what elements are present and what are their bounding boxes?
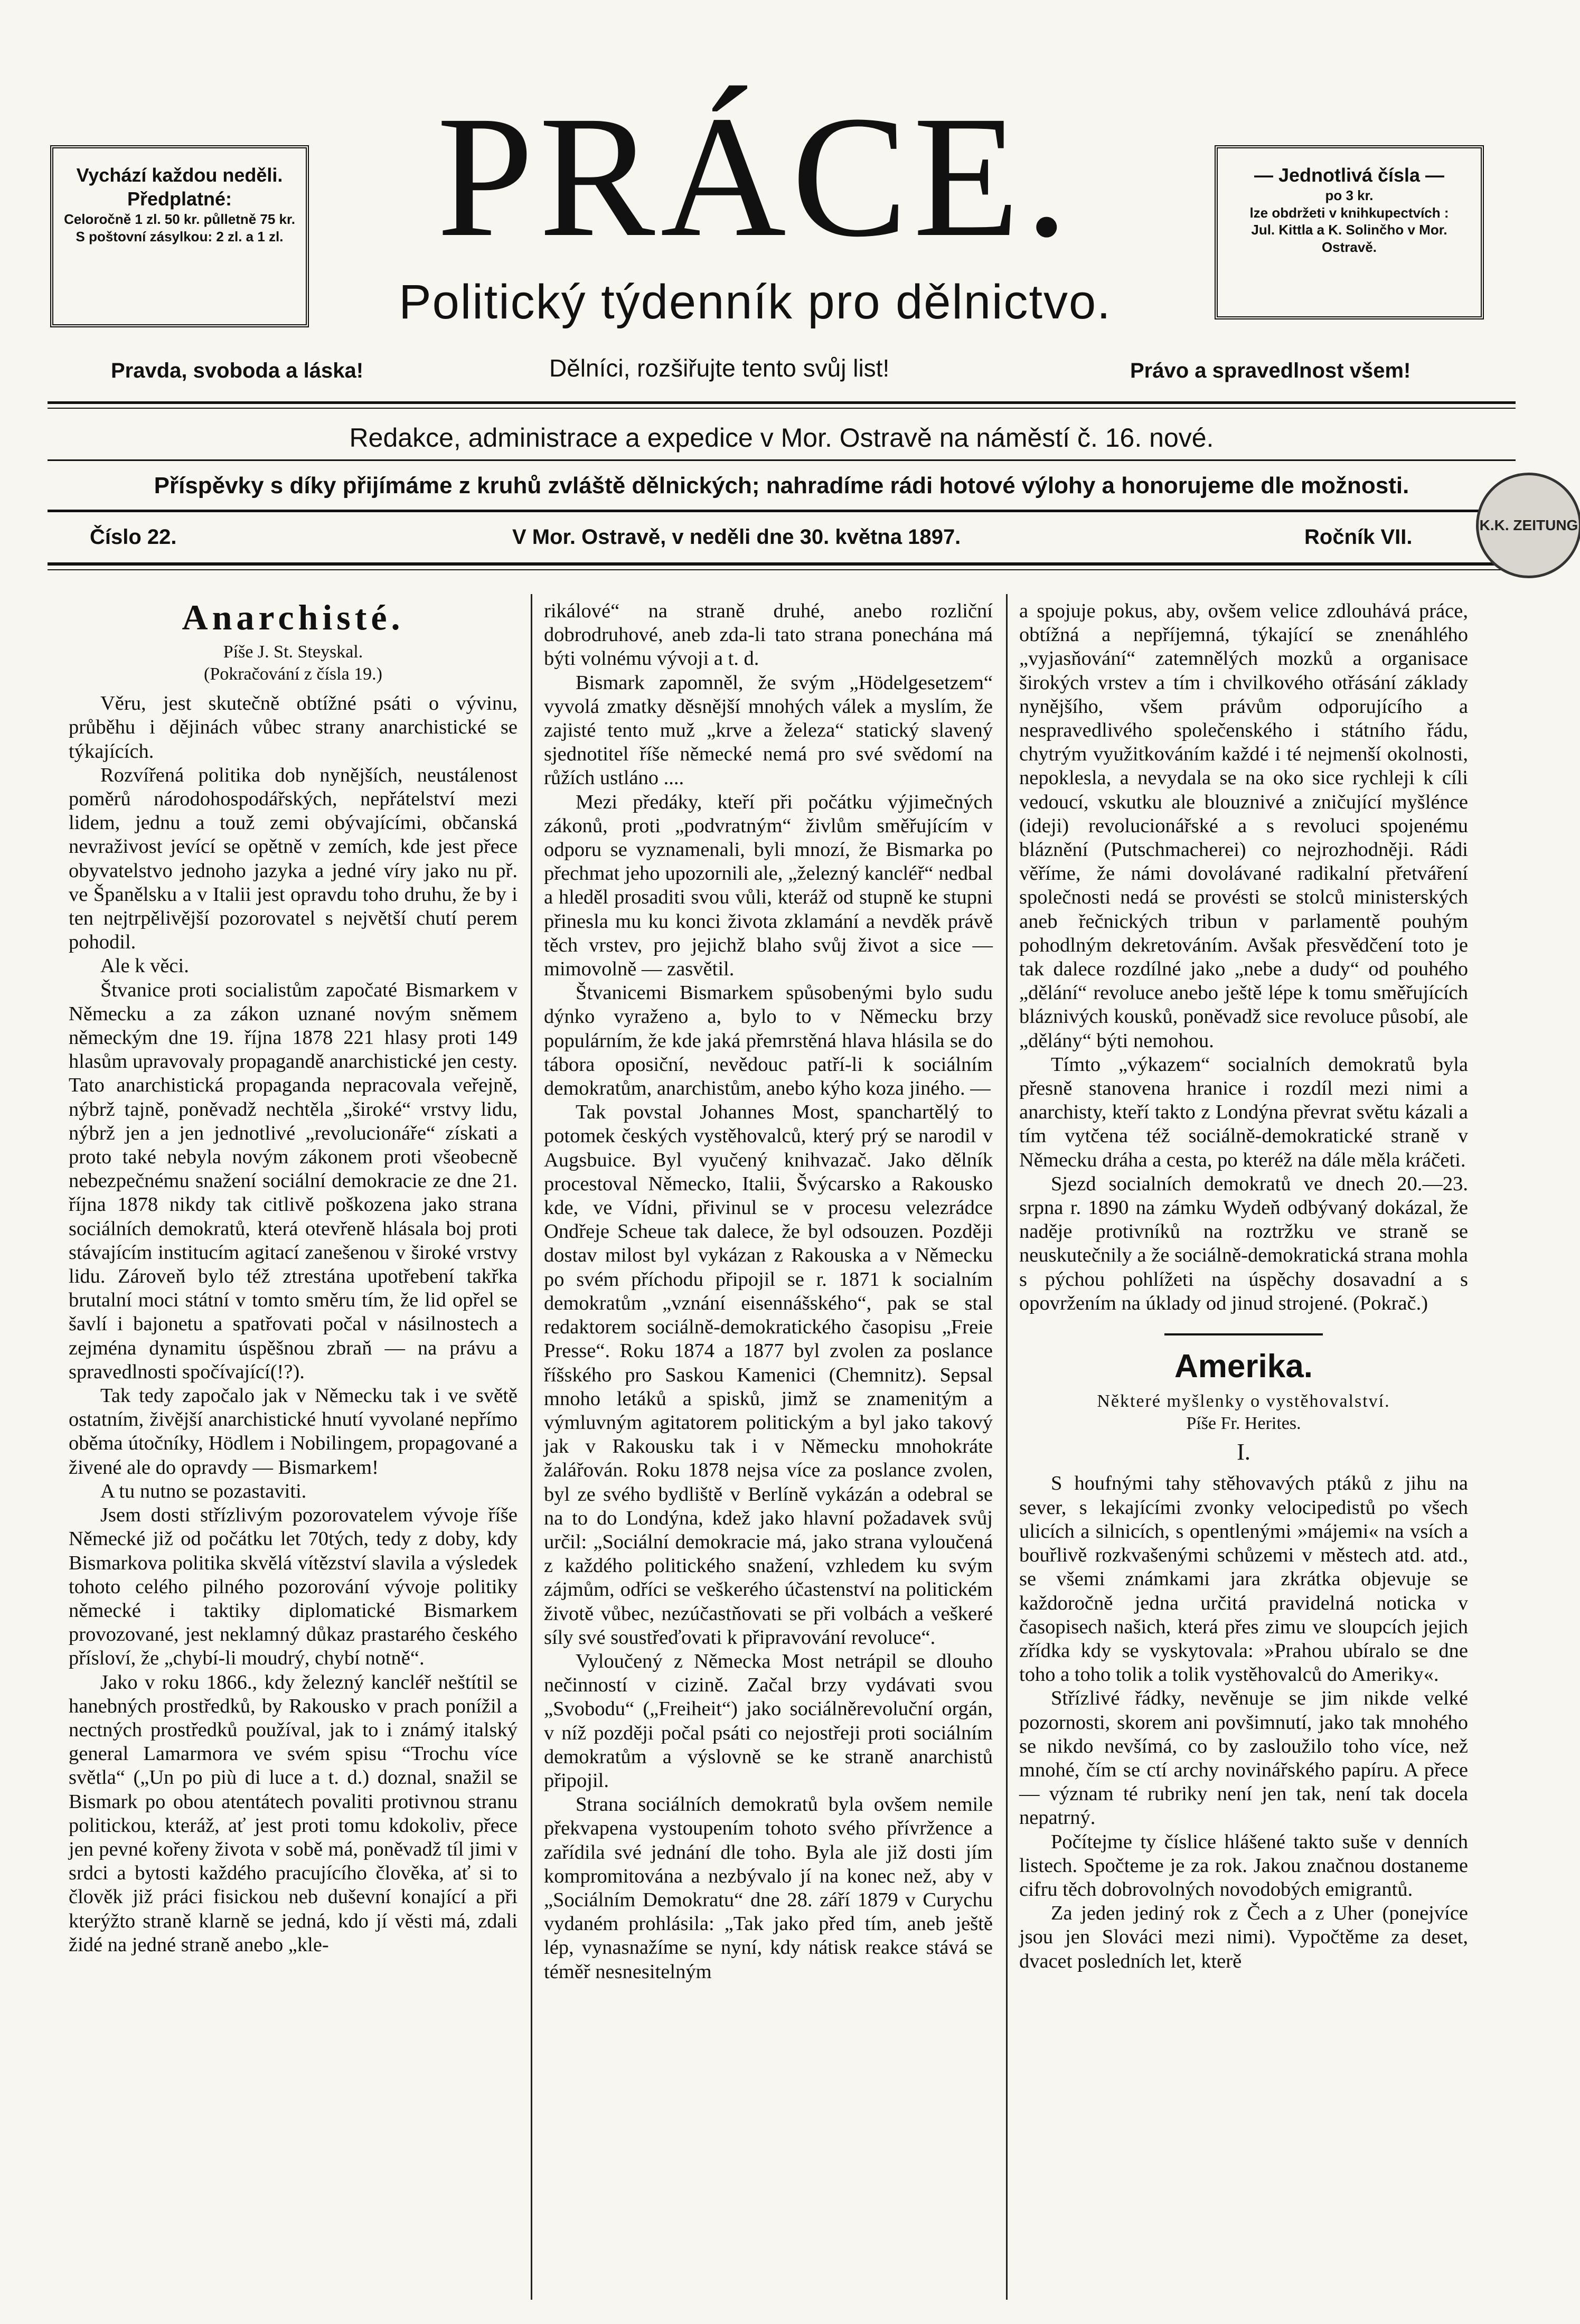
paragraph: Střízlivé řádky, nevěnuje se jim nikde velké pozornosti, skorem ani povšimnutí, jako tak mnohého se nikdo nevšímá, co by zasloužilo toho více, než mnohé, čím se ctí archy novinářského papíru. A přece — význam té rubriky není jen tak, není tak docela nepatrný. bbox=[1019, 1687, 1468, 1829]
issue-number: Číslo 22. bbox=[90, 525, 177, 549]
editorial-address: Redakce, administrace a expedice v Mor. Ostravě na náměstí č. 16. nové. bbox=[349, 423, 1214, 453]
column-divider-2 bbox=[1006, 594, 1008, 2300]
paragraph: Tak tedy započalo jak v Německu tak i ve světě ostatním, živější anarchistické hnutí vyvolané nepřímo oběma útočníky, Hödlem i Nobilingem, propagované a živené ale do opravdy — Bismarkem! bbox=[69, 1385, 518, 1479]
dateline-rule bbox=[48, 562, 1516, 566]
motto-right: Právo a spravedlnost všem! bbox=[1130, 359, 1411, 382]
article-title-anarchiste: Anarchisté. bbox=[182, 597, 405, 637]
single-copy-price: po 3 kr. bbox=[1325, 187, 1374, 203]
paragraph: Tímto „výkazem“ socialních demokratů byla přesně stanovena hranice i rozdíl mezi nimi a anarchisty, kteří takto z Londýna převrat světu kázali a tím vytčena též sociálně-demokratické straně v Německu dráha a cesta, po kteréž na dále měla kráčeti. bbox=[1019, 1053, 1468, 1171]
motto-left: Pravda, svoboda a láska! bbox=[111, 359, 364, 382]
newspaper-title: PRÁCE. bbox=[436, 80, 1074, 273]
paragraph: Štvanice proti socialistům započaté Bismarkem v Německu a za zákon uznané novým sněmem německým dne 19. října 1878 221 hlasy proti 149 hlasům upravovaly propagandě anarchistické jen cesty. Tato anarchistická propaganda nepracovala veřejně, nýbrž tajně, poněvadž nechtěla „široké“ vrstvy lidu, nýbrž jen a jen jednotlivé „revolucionáře“ získati a proto také nebyla novým zákonem proti všeobecně nebezpečnému snažení sociální demokracie ze dne 21. října 1878 nikdy tak citlivě poškozena jako strana sociálních demokratů, která otevřeně hlásala boj proti stávajícím institucím agitací zanešenou v široké vrstvy lidu. Zároveň bylo též ztrestána upotřebení takřka brutalní moci státní v tomto směru tím, že lid opřel se šavlí i bajonetu a spatřovati počal v násilnostech a zejména dynamitu úspěšnou zbraň — na právu a spravedlnosti spočívající(!?). bbox=[69, 978, 518, 1383]
paragraph: Rozvířená politika dob nynějších, neustálenost poměrů národohospodářských, nepřátelství mezi lidem, jednu a touž zemi obývajícími, občanská nevraživost jevící se opětně v zemích, kde jest přece obyvatelstvo jednoho jazyka a jedné víry jako nu př. ve Španělsku a v Italii jest opravdu toho druhu, že by i ten nejtrpělivější pozorovatel s největší chutí perem pohodil. bbox=[69, 764, 518, 954]
article-continuation: (Pokračování z čísla 19.) bbox=[204, 664, 382, 684]
subscription-label: Předplatné: bbox=[127, 188, 232, 210]
section-number: I. bbox=[1237, 1439, 1250, 1465]
paragraph: Bismark zapomněl, že svým „Hödelgesetzem“ vyvolá zmatky děsnější mnohých válek a myslím, že zajisté tento muž „krve a železa“ statický slavený sjednotitel říše německé nemá pro své svědomí na růžích ustláno .... bbox=[544, 671, 993, 789]
paragraph: Počítejme ty číslice hlášené takto suše v denních listech. Spočteme je za rok. Jakou značnou dostaneme cifru těch dobrovolných novodobých emigrantů. bbox=[1019, 1830, 1468, 1900]
paragraph: Za jeden jediný rok z Čech a z Uher (ponejvíce jsou jen Slováci mezi nimi). Vypočtěme za deset, dvacet posledních let, kterě bbox=[1019, 1902, 1468, 1972]
paragraph: Vyloučený z Německa Most netrápil se dlouho nečinností v cizině. Začal brzy vydávati svou „Svobodu“ („Freiheit“) jako sociálněrevoluční orgán, v níž později počal psáti co nejostřeji proti sociálním demokratům a výslovně se ke straně anarchistů připojil. bbox=[544, 1650, 993, 1792]
paragraph: Tak povstal Johannes Most, spanchartělý to potomek českých vystěhovalců, který prý se narodil v Augsbuice. Byl vyučený knihvazač. Jako dělník procestoval Německo, Italii, Švýcarsko a Rakousko kde, ve Vídni, přivinul se v procesu velezrádce Ondřeje Scheue tak dalece, že byl odsouzen. Později dostav milost byl vykázan z Rakouska a v Německu po svém příchodu připojil se r. 1871 k socialním demokratům „vznání eisennášského“, pak se stal redaktorem sociálně-demokratického časopisu „Freie Presse“. Roku 1874 a 1877 byl zvolen za poslance říšského pro Saskou Kamenici (Chemnitz). Sepsal mnoho letáků a spisků, jimž se znamenitým a výmluvným agitatorem politickým a byl jako takový jak v Rakousku tak i v Německu mnohokráte žalářován. Roku 1878 nejsa více za poslance zvolen, byl ze svého bydliště v Berlíně vykázán a odebral se na to do Londýna, kdež jako hlavní požadavek svůj určil: „Sociální demokracie má, jako strana vyloučená z každého politického snažení, vzhledem ku svým zájmům, odříci se veškerého účastenství na politickém životě vůbec, nezúčastňovati se při volbách a veškeré síly své soustřeďovati k připravování revoluce“. bbox=[544, 1101, 993, 1649]
issue-date: V Mor. Ostravě, v neděli dne 30. května 1897. bbox=[512, 525, 961, 549]
paragraph: Sjezd socialních demokratů ve dnech 20.—23. srpna r. 1890 na zámku Wydeň odbývaný dokázal, že naděje protivníků na roztržku ve straně se neuskutečnily a že sociálně-demokratická strana mohla s pýchou pohlížeti na úspěchy dosavadní a s opovržením na úklady od jinud strojené. (Pokrač.) bbox=[1019, 1172, 1468, 1314]
column-2 bbox=[544, 599, 993, 1984]
article-author: Píše Fr. Herites. bbox=[1186, 1414, 1301, 1434]
bookshop-availability: lze obdržeti v knihkupectvích : bbox=[1249, 204, 1449, 221]
column-divider-1 bbox=[531, 594, 532, 2300]
newspaper-subtitle: Politický týdenník pro dělnictvo. bbox=[399, 275, 1112, 329]
publication-frequency: Vychází každou neděli. bbox=[76, 164, 283, 186]
paragraph: Jsem dosti střízlivým pozorovatelem vývoje říše Německé již od počátku let 70tých, tedy z doby, kdy Bismarkova politika skvělá vítězství slavila a výsledek tohoto celého pilného pozorování vývoje politiky německé i taktiky diplomatické Bismarkem provozované, jest neklamný důkaz prastarého českého přísloví, že „chybí-li moudrý, chybí notně“. bbox=[69, 1504, 518, 1670]
subscription-prices: Celoročně 1 zl. 50 kr. půlletně 75 kr. bbox=[64, 211, 295, 227]
editorial-rule bbox=[48, 459, 1516, 461]
masthead-rule-top-thin bbox=[48, 408, 1516, 409]
paragraph: Věru, jest skutečně obtížné psáti o vývinu, průběhu i dějinách vůbec strany anarchistické se týkajících. bbox=[69, 692, 518, 763]
article-author: Píše J. St. Steyskal. bbox=[223, 642, 363, 662]
article-subtitle: Některé myšlenky o vystěhovalství. bbox=[1097, 1391, 1390, 1412]
paragraph: rikálové“ na straně druhé, anebo rozliční dobrodruhové, aneb zda-li tato strana ponechána má býti volnému vývoji a t. d. bbox=[544, 600, 993, 670]
paragraph: Jako v roku 1866., kdy železný kancléř neštítil se hanebných prostředků, by Rakousko v prach ponížil a nectných prostředků používal, jak to i známý italský general Lamarmora ve svém spisu “Trochu více světla“ („Un po più di luce a t. d.) doznal, snažil se Bismark po obou atentátech povaliti protivnou stranu politickou, kteráž, ať jest proti tomu kdokoliv, přece jen pevné kořeny života v sobě má, poněvadž tíl jimi v srdci a bytosti každého pracujícího člověka, ať si to člověk již práci fisickou neb duševní konající a při kterýžto straně klarně se jedná, kdo jí věsti má, zdali židé na jedné straně anebo „kle- bbox=[69, 1671, 518, 1956]
paragraph: Ale k věci. bbox=[100, 955, 189, 977]
paragraph: a spojuje pokus, aby, ovšem velice zdlouhává práce, obtížná a nepříjemná, týkající se znenáhlého „vyjasňování“ zatemnělých mozků a organisace širokých vrstev a tím i chvilkového otřásání základy nynějšího, všem právům odporujícího a nespravedlivého společenského i státního řádu, chytrým využitkováním každé i té nejmenší okolnosti, nepoklesla, a nevydala se na oko sice rychleji k cíli vedoucí, vskutku ale blouznivé a zničující myšlénce (ideji) revolucionářské a s revoluci spojenému bláznění (Putschmacherei) co nejrozhodněji. Rádi věříme, že námi dovolávané radikalní přetváření společnosti nedá se provésti se stolců ministerských aneb řečnických tribun v parlamentě pouhým pohodlným dekretováním. Avšak přesvědčení toto je tak dalece rozdílné jako „nebe a dudy“ od pouhého „dělání“ revoluce anebo ještě lépe k tomu směřujících bláznivých kousků, poněvadž sice revoluce působí, ale „dělány“ býti nemohou. bbox=[1019, 600, 1468, 1052]
library-stamp: K.K. ZEITUNG bbox=[1476, 473, 1580, 578]
subscription-info-box bbox=[50, 145, 309, 327]
postal-subscription-prices: S poštovní zásylkou: 2 zl. a 1 zl. bbox=[76, 228, 284, 244]
column-1 bbox=[69, 597, 518, 1957]
column-3 bbox=[1019, 599, 1468, 1973]
article-title-amerika: Amerika. bbox=[1174, 1348, 1313, 1385]
paragraph: Štvanicemi Bismarkem spůsobenými bylo sudu dýnko vyraženo a, bylo to v Německu brzy populárním, že kde jaká přemrstěná hlava hlásila se do tábora oposiční, nevědouc patří-li k sociálním demokratům, anarchistům, anebo kýho koza jiného. — bbox=[544, 982, 993, 1100]
paragraph: Mezi předáky, kteří při počátku výjimečných zákonů, proti „podvratným“ živlům směřujícím v odporu se vyznamenali, byli mnozí, že Bismarka po přechmat jeho upozornili ale, „železný kancléř“ nedbal a hleděl prosaditi svou vůli, kteráž od stupně ke stupni přinesla mu ku konci života zklamání a nevděk právě těch vrstev, pro jejichž blaho svůj život a sice — mimovolně — zasvětil. bbox=[544, 791, 993, 981]
dateline-rule-thin bbox=[48, 569, 1516, 570]
paragraph: S houfnými tahy stěhovavých ptáků z jihu na sever, s lekajícími zvonky velocipedistů po všech ulicích a silnicích, s opentlenými »májemi« na vsích a bouřlivě rozkvašenými schůzemi v městech atd. atd., se všemi známkami jara zkrátka objevuje se každoročně jedna určitá pravidelná noticka v časopisech našich, která přes zimu ve sloupcích jejich zřídka kdy se vyskytovala: »Prahou ubíralo se dne toho a toho tolik a tolik vystěhovalců do Ameriky«. bbox=[1019, 1472, 1468, 1686]
contributions-notice: Příspěvky s díky přijímáme z kruhů zvláště dělnických; nahradíme rádi hotové výlohy a honorujeme dle možnosti. bbox=[154, 473, 1409, 498]
article-separator bbox=[1164, 1333, 1323, 1335]
paragraph: Strana sociálních demokratů byla ovšem nemile překvapena vystoupením tohoto svého přívržence a zařídila své jednání dle toho. Byla ale již dosti jím kompromitována a nezbývalo jí na konec než, aby v „Sociálním Demokratu“ dne 28. září 1879 v Curychu vydaném prohlásila: „Tak jako před tím, aneb ještě lép, vynasnažíme se nyní, kdy nátisk reakce stává se téměř nesnesitelným bbox=[544, 1793, 993, 1983]
masthead-rule-top bbox=[48, 401, 1516, 404]
single-copy-info-box bbox=[1215, 145, 1484, 319]
volume-number: Ročník VII. bbox=[1304, 525, 1413, 549]
bookshop-names: Jul. Kittla a K. Solinčho v Mor. Ostravě. bbox=[1251, 222, 1447, 255]
motto-center: Dělníci, rozšiřujte tento svůj list! bbox=[549, 354, 890, 382]
single-copy-label: — Jednotlivá čísla — bbox=[1254, 164, 1445, 186]
paragraph: A tu nutno se pozastaviti. bbox=[100, 1480, 307, 1502]
notice-rule bbox=[48, 510, 1516, 512]
